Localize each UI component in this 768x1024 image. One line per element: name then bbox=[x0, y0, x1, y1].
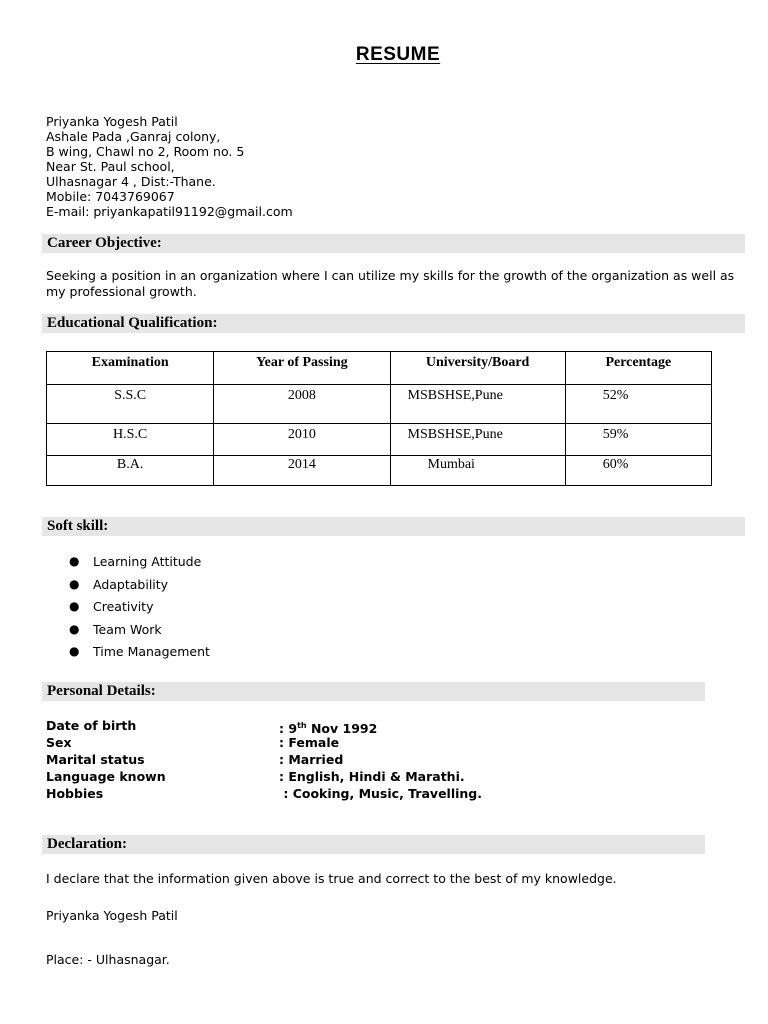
column-header: Year of Passing bbox=[214, 352, 390, 385]
section-heading-education: Educational Qualification: bbox=[42, 314, 745, 333]
table-cell bbox=[565, 385, 711, 424]
column-header: University/Board bbox=[390, 352, 565, 385]
cell-text: 52% bbox=[602, 388, 629, 403]
table-cell: S.S.C bbox=[47, 385, 214, 424]
list-item bbox=[69, 553, 210, 576]
detail-value: : English, Hindi & Marathi. bbox=[279, 769, 465, 784]
bullet-icon: ● bbox=[69, 554, 80, 568]
skill-label: Team Work bbox=[93, 621, 162, 637]
section-heading-declaration: Declaration: bbox=[42, 835, 705, 854]
table-header-row bbox=[47, 352, 712, 385]
table-row bbox=[47, 424, 712, 456]
skill-label: Time Management bbox=[93, 644, 210, 659]
declaration-text: I declare that the information given above is true and correct to the best of my knowledge. bbox=[46, 871, 617, 886]
list-item bbox=[69, 621, 210, 644]
detail-value: : Female bbox=[279, 735, 340, 750]
table-cell bbox=[565, 424, 711, 456]
detail-label: Language known bbox=[46, 769, 166, 784]
table-row bbox=[47, 385, 712, 424]
bullet-icon: ● bbox=[69, 644, 80, 658]
section-heading-personal-details: Personal Details: bbox=[42, 682, 705, 701]
detail-label: Date of birth bbox=[46, 718, 137, 733]
list-item bbox=[69, 576, 210, 599]
detail-label: Marital status bbox=[46, 752, 145, 767]
table-cell bbox=[565, 456, 711, 486]
list-item bbox=[69, 643, 210, 666]
skill-label: Adaptability bbox=[93, 576, 169, 592]
email-address: E-mail: priyankapatil91192@gmail.com bbox=[46, 204, 293, 219]
cell-text: 59% bbox=[602, 427, 629, 442]
dob-month-year: Nov 1992 bbox=[306, 721, 378, 737]
table-cell: 2014 bbox=[214, 456, 390, 486]
dob-day: : 9 bbox=[279, 721, 298, 737]
table-cell: B.A. bbox=[47, 456, 214, 486]
detail-label: Hobbies bbox=[46, 786, 104, 801]
bullet-icon: ● bbox=[69, 599, 80, 613]
place-text: Place: - Ulhasnagar. bbox=[46, 952, 170, 967]
address-line: Ulhasnagar 4 , Dist:-Thane. bbox=[46, 174, 216, 189]
detail-row-marital-status bbox=[46, 751, 646, 768]
table-cell bbox=[390, 424, 565, 456]
career-objective-text: Seeking a position in an organization where I can utilize my skills for the growth of the organization as well as my professional growth. bbox=[46, 268, 735, 299]
cell-text: MSBSHSE,Pune bbox=[407, 427, 503, 442]
soft-skills-list bbox=[69, 553, 210, 666]
signature-name: Priyanka Yogesh Patil bbox=[46, 908, 178, 923]
candidate-name: Priyanka Yogesh Patil bbox=[46, 114, 178, 129]
education-table bbox=[46, 351, 712, 486]
detail-row-language bbox=[46, 768, 646, 785]
cell-text: 60% bbox=[602, 457, 629, 472]
detail-value: : Married bbox=[279, 752, 344, 767]
bullet-icon: ● bbox=[69, 576, 80, 591]
cell-text: MSBSHSE,Pune bbox=[407, 388, 503, 403]
detail-row-dob bbox=[46, 717, 646, 737]
bullet-icon: ● bbox=[69, 621, 80, 636]
address-line: Near St. Paul school, bbox=[46, 159, 175, 174]
personal-details-block bbox=[46, 717, 646, 802]
detail-value: : Cooking, Music, Travelling. bbox=[279, 786, 482, 801]
detail-label: Sex bbox=[46, 735, 72, 750]
skill-label: Learning Attitude bbox=[93, 554, 202, 569]
address-line: B wing, Chawl no 2, Room no. 5 bbox=[46, 144, 245, 159]
table-cell: H.S.C bbox=[47, 424, 214, 456]
table-row bbox=[47, 456, 712, 486]
detail-row-sex bbox=[46, 734, 646, 751]
address-line: Ashale Pada ,Ganraj colony, bbox=[46, 129, 221, 144]
skill-label: Creativity bbox=[93, 599, 154, 614]
table-cell: 2010 bbox=[214, 424, 390, 456]
column-header: Percentage bbox=[565, 352, 711, 385]
mobile-number: Mobile: 7043769067 bbox=[46, 189, 175, 204]
dob-ordinal: th bbox=[297, 721, 307, 730]
table-cell bbox=[390, 385, 565, 424]
table-cell: 2008 bbox=[214, 385, 390, 424]
detail-row-hobbies bbox=[46, 785, 646, 802]
cell-text: Mumbai bbox=[427, 457, 475, 472]
page-title: RESUME bbox=[355, 44, 441, 65]
list-item bbox=[69, 598, 210, 621]
column-header: Examination bbox=[47, 352, 214, 385]
contact-address-block bbox=[46, 114, 293, 219]
section-heading-career-objective: Career Objective: bbox=[42, 234, 745, 253]
section-heading-soft-skill: Soft skill: bbox=[42, 517, 745, 536]
table-cell bbox=[390, 456, 565, 486]
